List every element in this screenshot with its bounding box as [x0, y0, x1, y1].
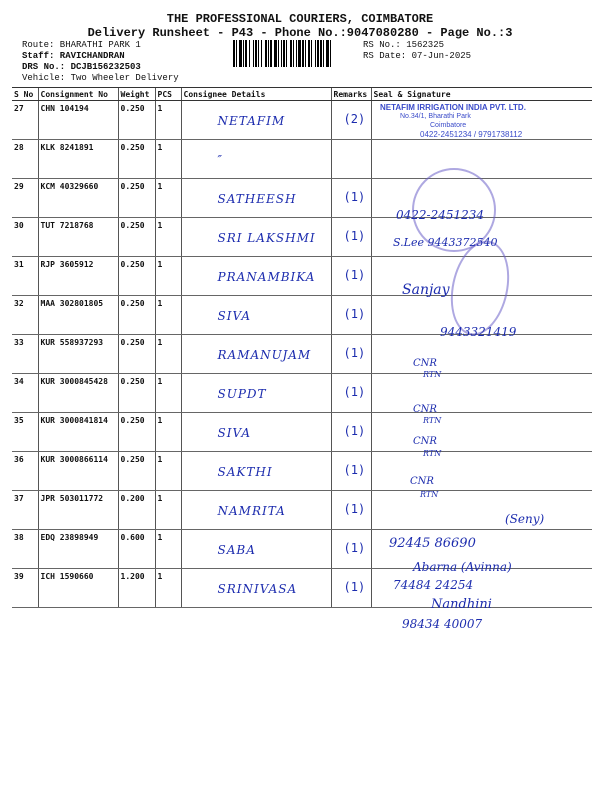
row-seal-signature-cell: [371, 491, 592, 530]
vehicle-label: Vehicle: Two Wheeler Delivery: [22, 73, 179, 83]
col-pcs: PCS: [155, 88, 181, 101]
barcode-bar: [255, 40, 257, 67]
barcode-bar: [326, 40, 329, 67]
barcode-bar: [239, 40, 242, 67]
row-consignee-cell: [181, 335, 331, 374]
row-consignee-cell: [181, 530, 331, 569]
row-remark-mark: (2): [343, 112, 366, 126]
signature-36b: RTN: [420, 490, 439, 499]
barcode-bar: [258, 40, 259, 67]
row-pcs: 1: [155, 140, 181, 179]
stamp-line2: No.34/1, Bharathi Park: [400, 113, 471, 120]
row-remarks-cell: [331, 530, 371, 569]
row-sno: 27: [12, 101, 38, 140]
barcode-image: [233, 40, 359, 67]
barcode-bar: [315, 40, 316, 67]
barcode-bar: [308, 40, 310, 67]
row-consignee-handwritten: ″: [217, 153, 223, 167]
row-consignment-no: MAA 302801805: [38, 296, 118, 335]
row-weight: 1.200: [118, 569, 155, 608]
row-remark-mark: (1): [343, 268, 366, 282]
row-pcs: 1: [155, 569, 181, 608]
row-consignee-cell: [181, 413, 331, 452]
row-remark-mark: (1): [343, 385, 366, 399]
row-remarks-cell: [331, 374, 371, 413]
row-consignee-cell: [181, 179, 331, 218]
barcode-bar: [311, 40, 312, 67]
row-weight: 0.250: [118, 140, 155, 179]
row-remark-mark: (1): [343, 541, 366, 555]
row-consignment-no: TUT 7218768: [38, 218, 118, 257]
signature-30: S.Lee 9443372540: [393, 236, 498, 249]
row-consignee-handwritten: SATHEESH: [217, 192, 297, 206]
row-consignee-cell: [181, 296, 331, 335]
row-remarks-cell: [331, 140, 371, 179]
row-pcs: 1: [155, 296, 181, 335]
company-stamp: [380, 103, 560, 177]
signature-35b: RTN: [423, 449, 442, 458]
row-consignee-handwritten: SAKTHI: [217, 465, 273, 479]
row-remarks-cell: [331, 413, 371, 452]
row-consignee-handwritten: SIVA: [217, 309, 251, 323]
barcode-bar: [286, 40, 287, 67]
rs-date: RS Date: 07-Jun-2025: [363, 51, 472, 61]
row-consignee-cell: [181, 218, 331, 257]
barcode-bar: [253, 40, 254, 67]
barcode-bar: [330, 40, 331, 67]
row-sno: 39: [12, 569, 38, 608]
signature-33b: RTN: [423, 370, 442, 379]
row-remarks-cell: [331, 218, 371, 257]
barcode-bar: [305, 40, 306, 67]
signature-37a: (Seny): [505, 512, 545, 526]
row-remarks-cell: [331, 491, 371, 530]
row-sno: 38: [12, 530, 38, 569]
row-consignment-no: EDQ 23898949: [38, 530, 118, 569]
row-remark-mark: (1): [343, 307, 366, 321]
row-pcs: 1: [155, 257, 181, 296]
row-remarks-cell: [331, 257, 371, 296]
row-weight: 0.250: [118, 335, 155, 374]
row-sno: 34: [12, 374, 38, 413]
row-consignment-no: KCM 40329660: [38, 179, 118, 218]
row-consignment-no: KUR 3000841814: [38, 413, 118, 452]
row-pcs: 1: [155, 530, 181, 569]
row-consignment-no: ICH 1590660: [38, 569, 118, 608]
row-remarks-cell: [331, 452, 371, 491]
row-weight: 0.200: [118, 491, 155, 530]
row-weight: 0.250: [118, 179, 155, 218]
row-weight: 0.250: [118, 296, 155, 335]
row-sno: 35: [12, 413, 38, 452]
row-seal-signature-cell: [371, 452, 592, 491]
stamp-line3: Coimbatore: [430, 122, 467, 129]
row-weight: 0.250: [118, 413, 155, 452]
row-pcs: 1: [155, 413, 181, 452]
row-consignee-cell: [181, 491, 331, 530]
barcode-bar: [236, 40, 237, 67]
barcode-bar: [270, 40, 272, 67]
col-consignment: Consignment No: [38, 88, 118, 101]
barcode-bar: [298, 40, 301, 67]
row-consignee-handwritten: RAMANUJAM: [217, 348, 312, 362]
barcode-bar: [320, 40, 322, 67]
row-consignee-cell: [181, 257, 331, 296]
signature-39b: 98434 40007: [402, 617, 483, 631]
barcode-bar: [249, 40, 250, 67]
signature-29: 0422-2451234: [396, 208, 485, 222]
signature-37b: 92445 86690: [389, 536, 476, 551]
row-consignee-cell: [181, 140, 331, 179]
row-sno: 30: [12, 218, 38, 257]
row-consignee-cell: [181, 569, 331, 608]
signature-39a: Nandhini: [431, 597, 492, 612]
row-weight: 0.250: [118, 452, 155, 491]
barcode-bar: [261, 40, 262, 67]
row-remarks-cell: [331, 179, 371, 218]
row-sno: 36: [12, 452, 38, 491]
row-consignee-handwritten: NAMRITA: [217, 504, 286, 518]
row-pcs: 1: [155, 101, 181, 140]
row-weight: 0.250: [118, 257, 155, 296]
row-sno: 29: [12, 179, 38, 218]
stamp-line1: NETAFIM IRRIGATION INDIA PVT. LTD.: [380, 103, 526, 112]
barcode-bar: [290, 40, 292, 67]
row-sno: 32: [12, 296, 38, 335]
row-remark-mark: (1): [343, 463, 366, 477]
drs-number: DRS No.: DCJB156232503: [22, 62, 141, 72]
company-title: THE PROFESSIONAL COURIERS, COIMBATORE: [166, 12, 434, 26]
row-consignment-no: KUR 558937293: [38, 335, 118, 374]
row-sno: 33: [12, 335, 38, 374]
row-remarks-cell: [331, 101, 371, 140]
staff-label: Staff: RAVICHANDRAN: [22, 51, 125, 61]
col-remarks: Remarks: [331, 88, 371, 101]
row-consignee-cell: [181, 452, 331, 491]
table-row: [12, 413, 592, 452]
table-row: [12, 218, 592, 257]
row-remarks-cell: [331, 296, 371, 335]
table-row: [12, 569, 592, 608]
row-consignment-no: KUR 3000866114: [38, 452, 118, 491]
table-header-row: [12, 88, 592, 101]
row-pcs: 1: [155, 218, 181, 257]
row-remark-mark: (1): [343, 580, 366, 594]
barcode-bar: [323, 40, 324, 67]
row-consignee-cell: [181, 374, 331, 413]
signature-35a: CNR: [413, 436, 437, 447]
row-consignee-handwritten: SRI LAKSHMI: [217, 231, 316, 245]
row-consignee-handwritten: SRINIVASA: [217, 582, 298, 596]
row-consignee-cell: [181, 101, 331, 140]
row-consignment-no: KLK 8241891: [38, 140, 118, 179]
signature-31: Sanjay: [402, 282, 450, 298]
row-sno: 37: [12, 491, 38, 530]
row-consignment-no: JPR 503011772: [38, 491, 118, 530]
barcode-bar: [243, 40, 244, 67]
row-pcs: 1: [155, 491, 181, 530]
row-pcs: 1: [155, 179, 181, 218]
rs-number: RS No.: 1562325: [363, 40, 445, 50]
row-weight: 0.600: [118, 530, 155, 569]
barcode-bar: [296, 40, 297, 67]
row-seal-signature-cell: [371, 374, 592, 413]
barcode-bar: [278, 40, 279, 67]
barcode-bar: [281, 40, 282, 67]
row-consignee-handwritten: NETAFIM: [217, 114, 286, 128]
table-row: [12, 335, 592, 374]
barcode-bar: [302, 40, 304, 67]
row-remarks-cell: [331, 335, 371, 374]
row-weight: 0.250: [118, 101, 155, 140]
barcode-bar: [245, 40, 247, 67]
col-seal-signature: Seal & Signature: [371, 88, 592, 101]
signature-33a: CNR: [413, 358, 437, 369]
table-row: [12, 452, 592, 491]
barcode-bar: [283, 40, 285, 67]
table-row: [12, 179, 592, 218]
row-seal-signature-cell: [371, 413, 592, 452]
row-remarks-cell: [331, 569, 371, 608]
stamp-line4: 0422-2451234 / 9791738112: [420, 130, 523, 139]
row-pcs: 1: [155, 335, 181, 374]
row-remark-mark: (1): [343, 346, 366, 360]
row-consignee-handwritten: SABA: [217, 543, 256, 557]
col-consignee: Consignee Details: [181, 88, 331, 101]
barcode-bar: [274, 40, 277, 67]
signature-32: 9443321419: [440, 325, 517, 339]
barcode-bar: [293, 40, 294, 67]
route-label: Route: BHARATHI PARK 1: [22, 40, 141, 50]
col-weight: Weight: [118, 88, 155, 101]
row-consignment-no: KUR 3000845428: [38, 374, 118, 413]
barcode-bar: [317, 40, 319, 67]
row-consignee-handwritten: SIVA: [217, 426, 251, 440]
signature-34b: RTN: [423, 416, 442, 425]
barcode-bar: [268, 40, 269, 67]
row-seal-signature-cell: [371, 335, 592, 374]
col-sno: S No: [12, 88, 38, 101]
signature-34a: CNR: [413, 404, 437, 415]
row-remark-mark: (1): [343, 502, 366, 516]
row-sno: 28: [12, 140, 38, 179]
row-remark-mark: (1): [343, 190, 366, 204]
row-pcs: 1: [155, 452, 181, 491]
row-weight: 0.250: [118, 374, 155, 413]
barcode-bar: [233, 40, 235, 67]
row-sno: 31: [12, 257, 38, 296]
signature-36a: CNR: [410, 476, 434, 487]
signature-38b: 74484 24254: [393, 578, 474, 592]
row-consignee-handwritten: PRANAMBIKA: [217, 270, 316, 284]
runsheet-subtitle: Delivery Runsheet - P43 - Phone No.:9047080280 - Page No.:3: [87, 26, 513, 40]
table-row: [12, 374, 592, 413]
row-remark-mark: (1): [343, 229, 366, 243]
row-consignee-handwritten: SUPDT: [217, 387, 267, 401]
row-consignment-no: CHN 104194: [38, 101, 118, 140]
row-weight: 0.250: [118, 218, 155, 257]
barcode-bar: [265, 40, 267, 67]
row-consignment-no: RJP 3605912: [38, 257, 118, 296]
signature-38a: Abarna (Avinna): [413, 560, 512, 574]
row-pcs: 1: [155, 374, 181, 413]
row-remark-mark: (1): [343, 424, 366, 438]
